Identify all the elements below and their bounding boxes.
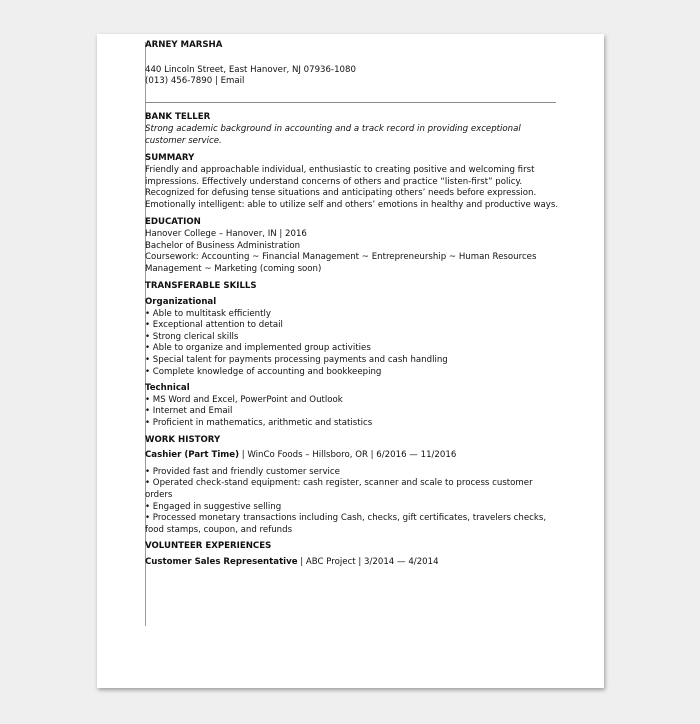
education-line: Bachelor of Business Administration	[145, 240, 301, 251]
work-item: orders	[145, 490, 173, 500]
skill-item: • Strong clerical skills	[145, 331, 239, 342]
work-item: • Engaged in suggestive selling	[145, 501, 282, 512]
summary-line: Emotionally intelligent: able to utilize self and others’ emotions in healthy and productive ways.	[145, 199, 559, 210]
header-divider	[145, 102, 556, 103]
contact-line: (013) 456-7890 | Email	[145, 76, 245, 87]
work-job-details: | WinCo Foods – Hillsboro, OR | 6/2016 — 11/2016	[239, 450, 457, 461]
volunteer-title: VOLUNTEER EXPERIENCES	[145, 541, 272, 552]
objective-line: Strong academic background in accounting and a track record in providing exceptional	[145, 124, 521, 135]
applicant-name: ARNEY MARSHA	[145, 40, 223, 50]
skill-item: • Proficient in mathematics, arithmetic and statistics	[145, 418, 373, 429]
resume-content	[145, 40, 560, 574]
volunteer-job-line	[145, 557, 560, 569]
skill-item: • MS Word and Excel, PowerPoint and Outlook	[145, 394, 343, 405]
work-item: • Operated check-stand equipment: cash register, scanner and scale to process customer	[145, 478, 533, 489]
education-title: EDUCATION	[145, 216, 201, 227]
organizational-subtitle: Organizational	[145, 297, 217, 308]
address-line: 440 Lincoln Street, East Hanover, NJ 07936-1080	[145, 64, 356, 75]
work-item: • Processed monetary transactions including Cash, checks, gift certificates, travelers checks,	[145, 513, 547, 524]
education-line: Management ~ Marketing (coming soon)	[145, 263, 322, 274]
objective-line: customer service.	[145, 135, 222, 146]
volunteer-job-details: | ABC Project | 3/2014 — 4/2014	[297, 556, 439, 567]
summary-line: Friendly and approachable individual, enthusiastic to creating positive and welcoming first	[145, 165, 535, 176]
skill-item: • Exceptional attention to detail	[145, 320, 283, 331]
skill-item: • Able to multitask efficiently	[145, 308, 271, 319]
summary-title: SUMMARY	[145, 152, 195, 163]
work-job-line	[145, 450, 560, 462]
technical-subtitle: Technical	[145, 383, 190, 394]
work-job-title: Cashier (Part Time)	[145, 450, 239, 461]
summary-line: impressions. Effectively understand concerns of others and practice “listen-first” policy.	[145, 176, 523, 187]
volunteer-job-title: Customer Sales Representative	[145, 556, 298, 567]
objective-title: BANK TELLER	[145, 111, 211, 122]
summary-line: Recognized for defusing tense situations and anticipating others’ needs before expression.	[145, 188, 537, 199]
education-line: Coursework: Accounting ~ Financial Management ~ Entrepreneurship ~ Human Resources	[145, 252, 537, 263]
work-item: • Provided fast and friendly customer service	[145, 466, 340, 477]
skill-item: • Special talent for payments processing payments and cash handling	[145, 355, 448, 366]
work-history-title: WORK HISTORY	[145, 434, 221, 445]
skill-item: • Complete knowledge of accounting and bookkeeping	[145, 366, 382, 377]
education-line: Hanover College – Hanover, IN | 2016	[145, 229, 307, 240]
work-item: food stamps, coupon, and refunds	[145, 524, 293, 535]
skill-item: • Internet and Email	[145, 406, 233, 417]
resume-page	[97, 34, 604, 688]
skill-item: • Able to organize and implemented group activities	[145, 343, 371, 354]
skills-title: TRANSFERABLE SKILLS	[145, 280, 257, 291]
